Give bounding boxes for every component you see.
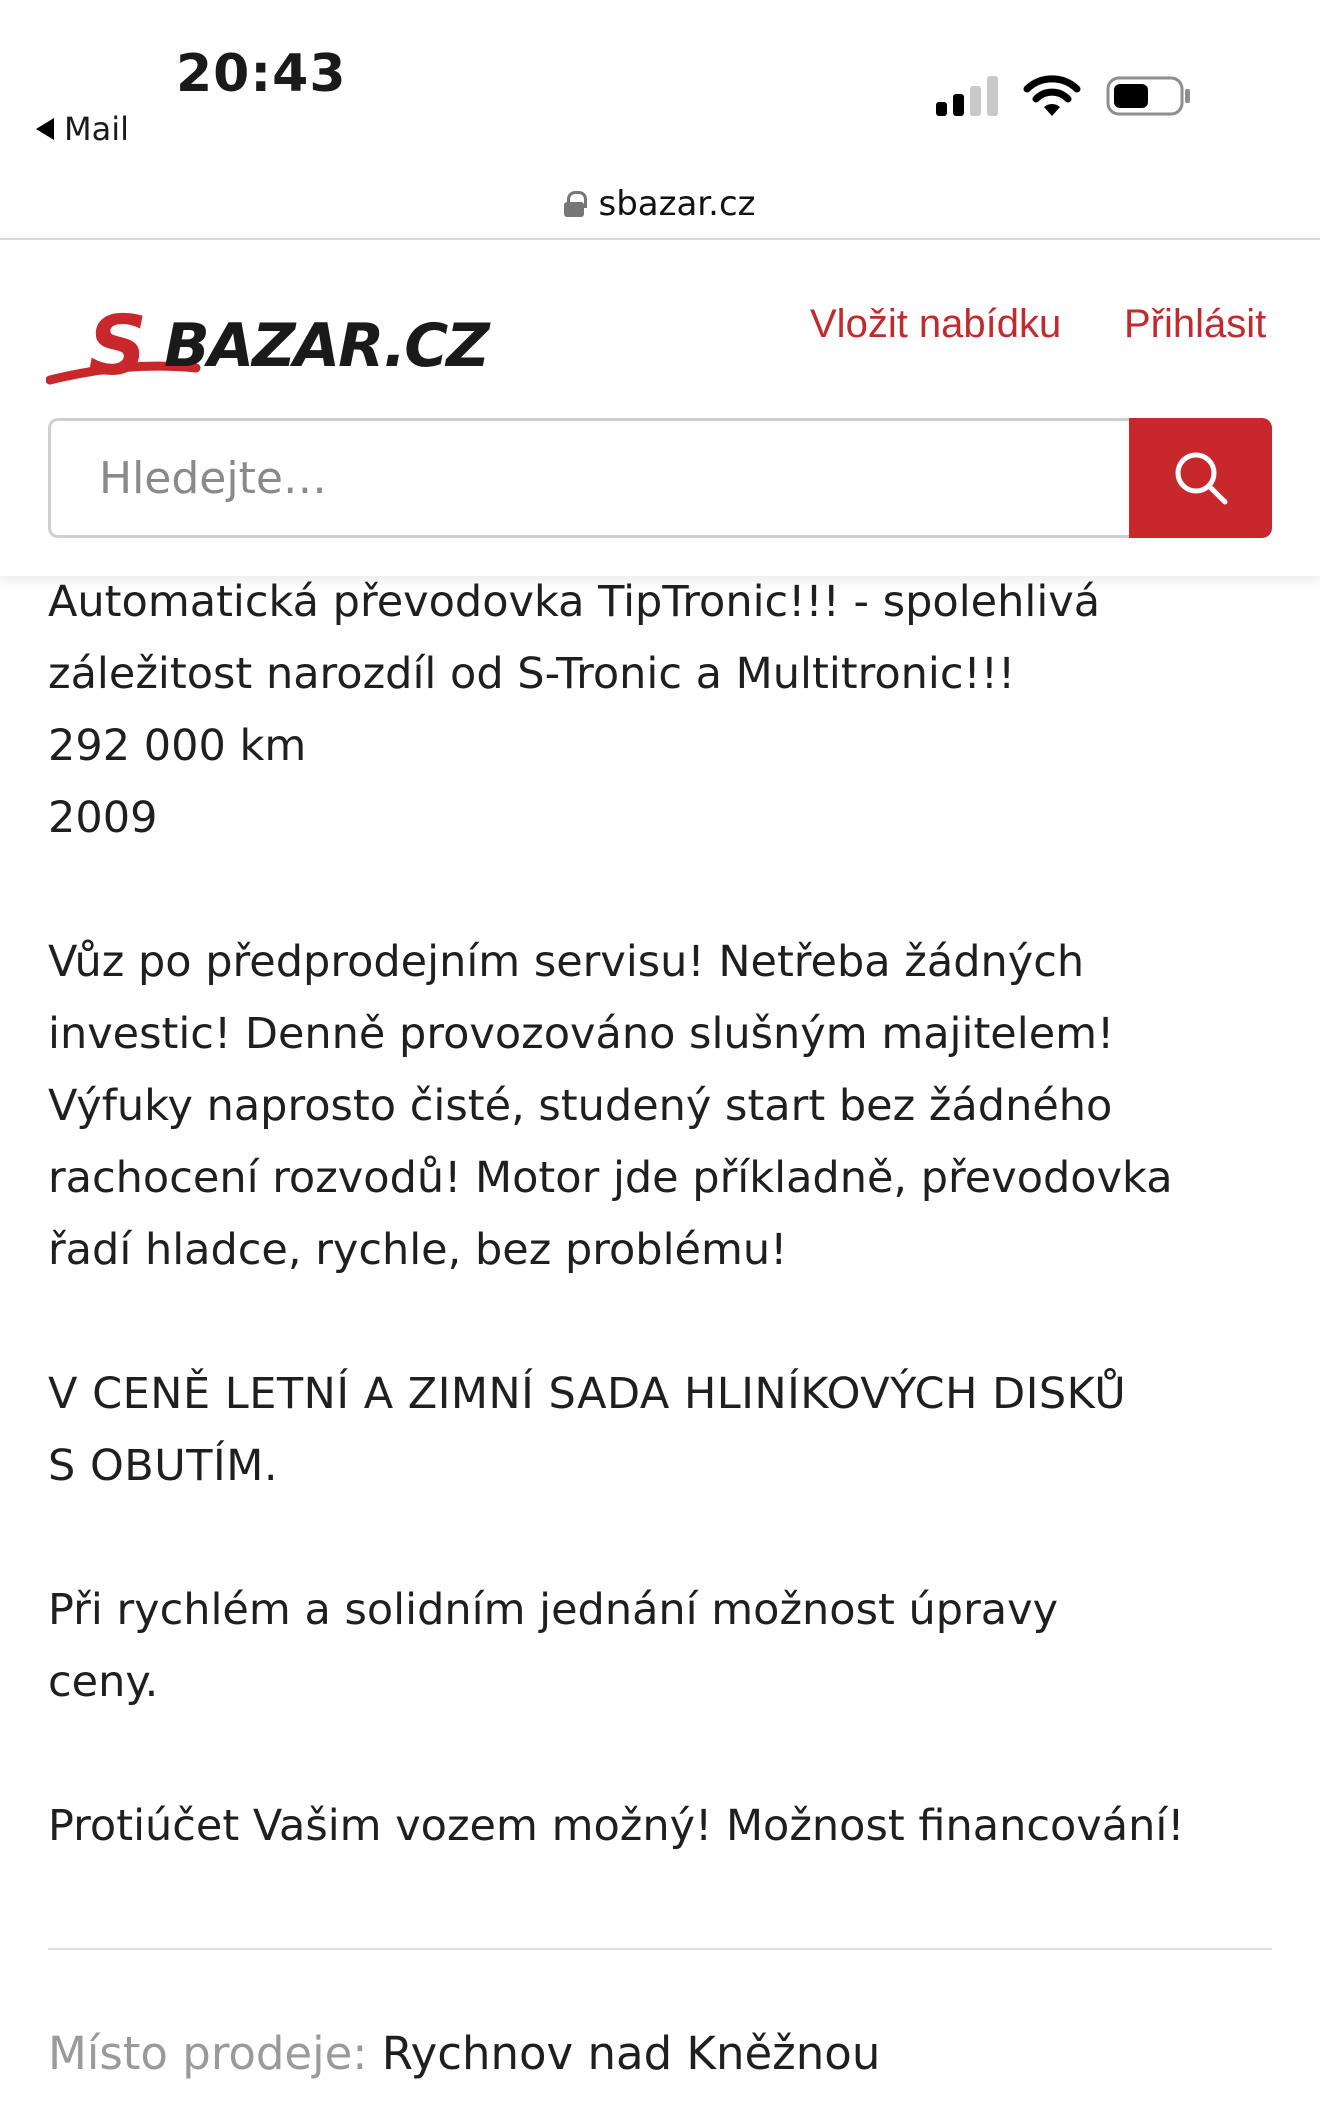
wifi-icon	[1022, 72, 1082, 118]
search-button[interactable]	[1129, 418, 1272, 538]
search-icon	[1172, 449, 1230, 507]
logo-s-letter: S	[88, 299, 148, 392]
search-bar	[48, 418, 1272, 538]
description-line: záležitost narozdíl od S-Tronic a Multitronic!!!	[48, 649, 1016, 699]
site-header	[0, 240, 1320, 576]
sbazar-logo[interactable]	[46, 282, 586, 392]
battery-icon	[1106, 76, 1192, 116]
status-bar	[0, 0, 1320, 170]
search-input[interactable]	[48, 418, 1129, 538]
url-text: sbazar.cz	[598, 184, 756, 224]
sale-location-value[interactable]: Rychnov nad Kněžnou	[381, 2027, 881, 2080]
login-link[interactable]: Přihlásit	[1124, 302, 1267, 346]
browser-url-bar[interactable]	[0, 170, 1320, 238]
description-paragraph: Při rychlém a solidním jednání možnost úpravy ceny.	[48, 1585, 1059, 1707]
sale-location-label: Místo prodeje:	[48, 2027, 368, 2080]
logo-text: BAZAR.CZ	[164, 311, 488, 381]
description-paragraph: Vůz po předprodejním servisu! Netřeba žádných investic! Denně provozováno slušným majitelem! Výfuky naprosto čisté, studený start bez žádného rachocení rozvodů! Motor jde příkladně, převodovka řadí hladce, rychle, bez problému!	[48, 937, 1173, 1275]
listing-description	[48, 566, 1288, 1862]
cellular-signal-icon	[936, 76, 998, 116]
post-offer-link[interactable]: Vložit nabídku	[810, 302, 1062, 346]
section-divider	[48, 1948, 1272, 1950]
back-to-mail-button[interactable]	[36, 110, 129, 148]
lock-icon	[564, 191, 584, 217]
status-time: 20:43	[176, 44, 347, 104]
year-line: 2009	[48, 793, 158, 843]
back-to-mail-label: Mail	[64, 110, 129, 148]
back-arrow-icon	[36, 118, 54, 140]
description-paragraph: Protiúčet Vašim vozem možný! Možnost financování!	[48, 1801, 1185, 1851]
sale-location	[48, 2024, 880, 2084]
description-line: Automatická převodovka TipTronic!!! - spolehlivá	[48, 577, 1101, 627]
mileage-line: 292 000 km	[48, 721, 307, 771]
description-paragraph: V CENĚ LETNÍ A ZIMNÍ SADA HLINÍKOVÝCH DISKŮ S OBUTÍM.	[48, 1369, 1127, 1491]
